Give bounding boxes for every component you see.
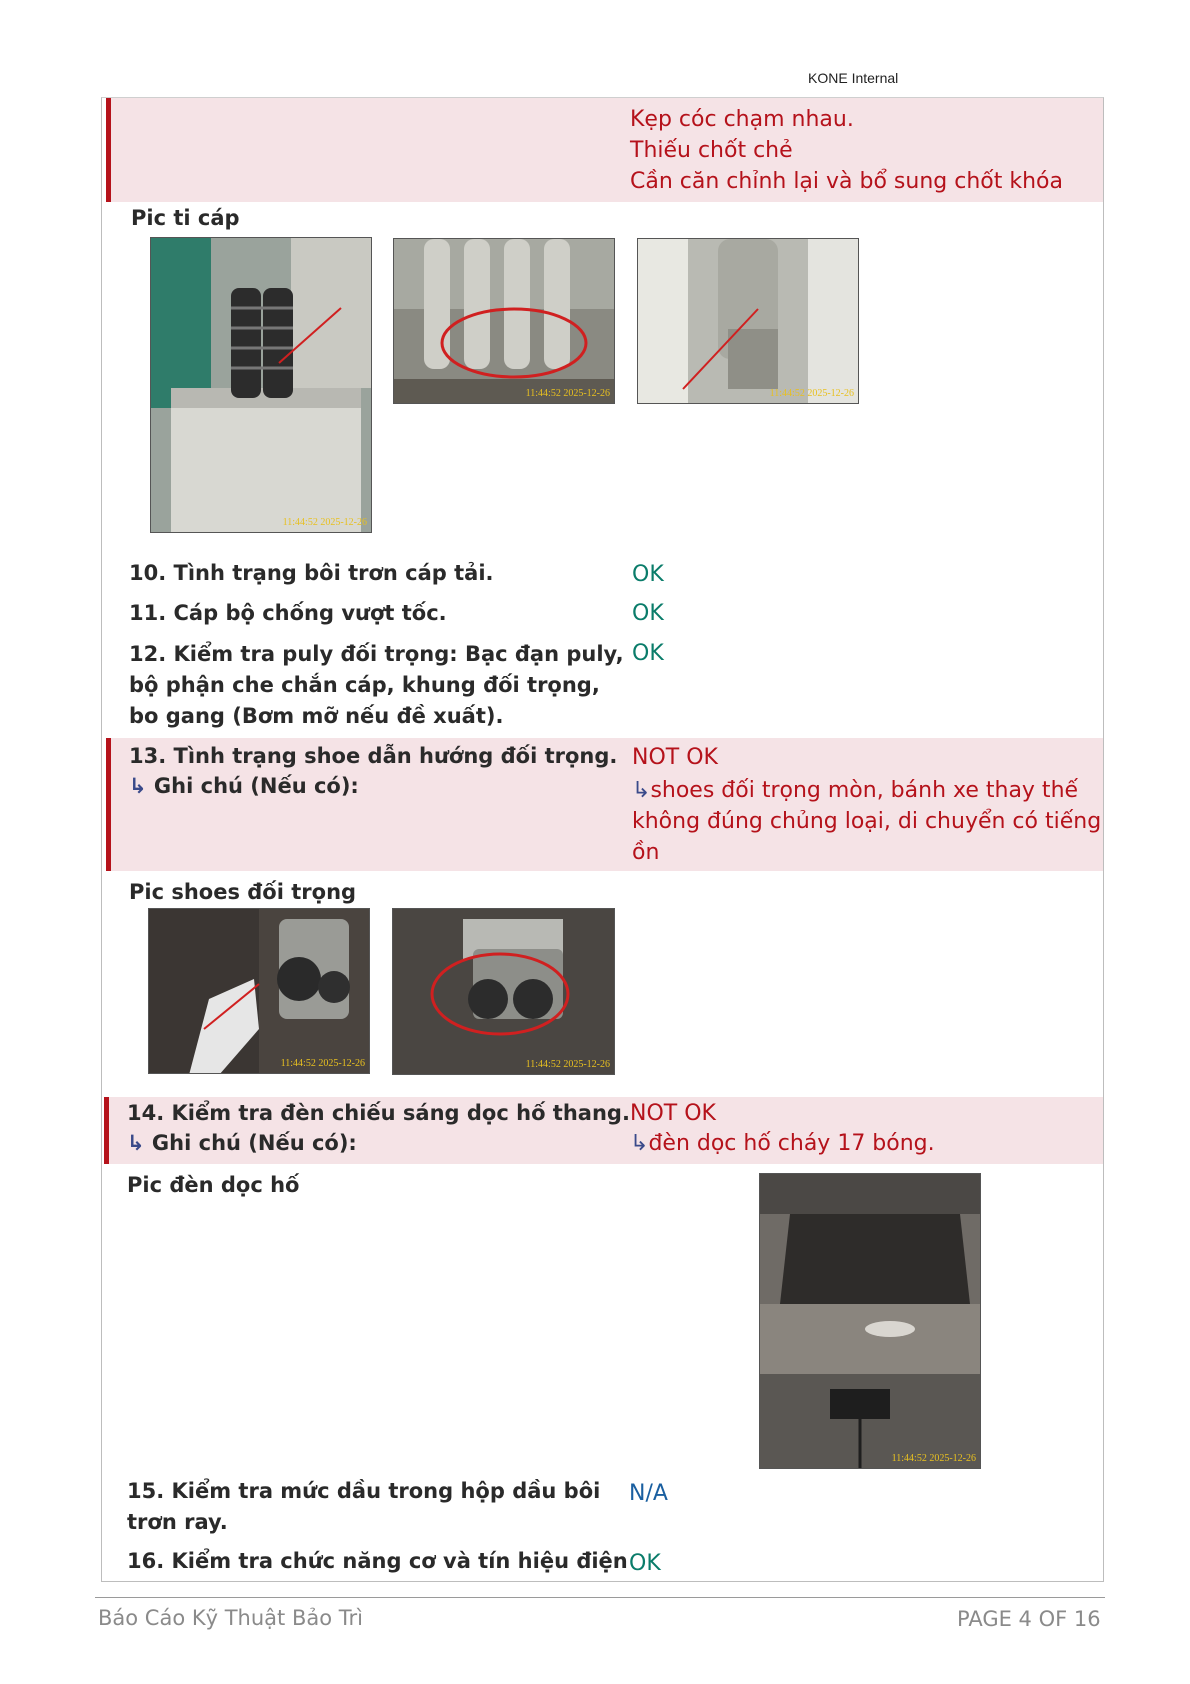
top-note-line-3: Cần căn chỉnh lại và bổ sung chốt khóa — [630, 169, 1063, 194]
item-13-note — [632, 775, 1101, 868]
item-16-status: OK — [629, 1551, 661, 1576]
item-14-note — [630, 1131, 935, 1156]
item-12-line-2: bộ phận che chắn cáp, khung đối trọng, — [129, 673, 600, 697]
item-12-text — [129, 639, 624, 732]
item-13-text — [129, 741, 617, 772]
item-16-text — [127, 1546, 628, 1577]
item-16-label: Kiểm tra chức năng cơ và tín hiệu điện — [171, 1549, 628, 1573]
photo-ti-cap-2-image — [394, 239, 615, 404]
item-13-note-line-2: không đúng chủng loại, di chuyển có tiếng — [632, 809, 1102, 834]
item-14-text — [127, 1098, 630, 1129]
item-11-number: 11. — [129, 601, 167, 625]
photo-shoes-1-image — [149, 909, 370, 1074]
note-arrow-icon: ↳ — [632, 778, 651, 803]
note-arrow-icon: ↳ — [127, 1131, 145, 1155]
item-14-note-label-text: Ghi chú (Nếu có): — [151, 1131, 357, 1155]
item-10-status: OK — [632, 562, 664, 587]
photo-ti-cap-3-image — [638, 239, 859, 404]
photo-ti-cap-1 — [150, 237, 372, 533]
photo-timestamp: 11:44:52 2025-12-26 — [891, 1453, 976, 1464]
item-13-note-line-1: ↳shoes đối trọng mòn, bánh xe thay thế — [632, 778, 1079, 803]
footer-page-number: PAGE 4 OF 16 — [957, 1607, 1101, 1631]
photo-timestamp: 11:44:52 2025-12-26 — [525, 1059, 610, 1070]
item-15-label: Kiểm tra mức dầu trong hộp dầu bôi — [171, 1479, 601, 1503]
header-label: KONE Internal — [808, 70, 899, 86]
accent-bar — [106, 98, 111, 202]
item-12-label: Kiểm tra puly đối trọng: Bạc đạn puly, — [173, 642, 624, 666]
item-11-label: Cáp bộ chống vượt tốc. — [173, 601, 447, 625]
photo-timestamp: 11:44:52 2025-12-26 — [525, 388, 610, 399]
photo-shoes-1 — [148, 908, 370, 1074]
item-13-note-line-3: ồn — [632, 840, 660, 865]
item-12-number: 12. — [129, 642, 167, 666]
note-arrow-icon: ↳ — [129, 774, 147, 798]
footer-title: Báo Cáo Kỹ Thuật Bảo Trì — [98, 1606, 363, 1630]
pic-shoes-label: Pic shoes đối trọng — [129, 880, 357, 904]
top-note-line-2: Thiếu chốt chẻ — [630, 138, 793, 163]
item-15-number: 15. — [127, 1479, 165, 1503]
note-arrow-icon: ↳ — [630, 1131, 649, 1156]
photo-timestamp: 11:44:52 2025-12-26 — [280, 1058, 365, 1069]
footer-divider — [95, 1597, 1105, 1598]
item-10-text — [129, 558, 494, 589]
photo-ti-cap-2 — [393, 238, 615, 404]
photo-timestamp: 11:44:52 2025-12-26 — [769, 388, 854, 399]
accent-bar — [106, 738, 111, 871]
item-15-line-2: trơn ray. — [127, 1510, 228, 1534]
item-15-line-1 — [127, 1476, 600, 1507]
item-12-status: OK — [632, 641, 664, 666]
item-14-number: 14. — [127, 1101, 165, 1125]
item-16-number: 16. — [127, 1549, 165, 1573]
photo-shoes-2-image — [393, 909, 615, 1075]
item-11-status: OK — [632, 601, 664, 626]
photo-ti-cap-1-image — [151, 238, 372, 533]
photo-den-doc-ho-image — [760, 1174, 981, 1469]
item-15-status: N/A — [629, 1481, 668, 1506]
top-note-line-1: Kẹp cóc chạm nhau. — [630, 107, 854, 132]
item-12-line-1 — [129, 639, 624, 670]
item-13-status: NOT OK — [632, 745, 718, 770]
item-13-note-label — [129, 774, 359, 798]
pic-ti-cap-label: Pic ti cáp — [131, 206, 240, 230]
item-13-number: 13. — [129, 744, 167, 768]
item-10-number: 10. — [129, 561, 167, 585]
item-13-note-label-text: Ghi chú (Nếu có): — [153, 774, 359, 798]
photo-ti-cap-3 — [637, 238, 859, 404]
item-12-line-3: bo gang (Bơm mỡ nếu đề xuất). — [129, 704, 504, 728]
photo-den-doc-ho — [759, 1173, 981, 1469]
photo-shoes-2 — [392, 908, 615, 1075]
accent-bar — [104, 1097, 109, 1164]
photo-timestamp: 11:44:52 2025-12-26 — [282, 517, 367, 528]
item-14-note-line-1: đèn dọc hố cháy 17 bóng. — [648, 1131, 935, 1156]
item-14-label: Kiểm tra đèn chiếu sáng dọc hố thang. — [171, 1101, 630, 1125]
item-10-label: Tình trạng bôi trơn cáp tải. — [173, 561, 494, 585]
item-11-text — [129, 598, 447, 629]
item-14-status: NOT OK — [630, 1101, 716, 1126]
pic-den-label: Pic đèn dọc hố — [127, 1173, 300, 1197]
item-14-note-label — [127, 1131, 357, 1155]
item-15-text — [127, 1476, 600, 1538]
item-13-label: Tình trạng shoe dẫn hướng đối trọng. — [173, 744, 618, 768]
